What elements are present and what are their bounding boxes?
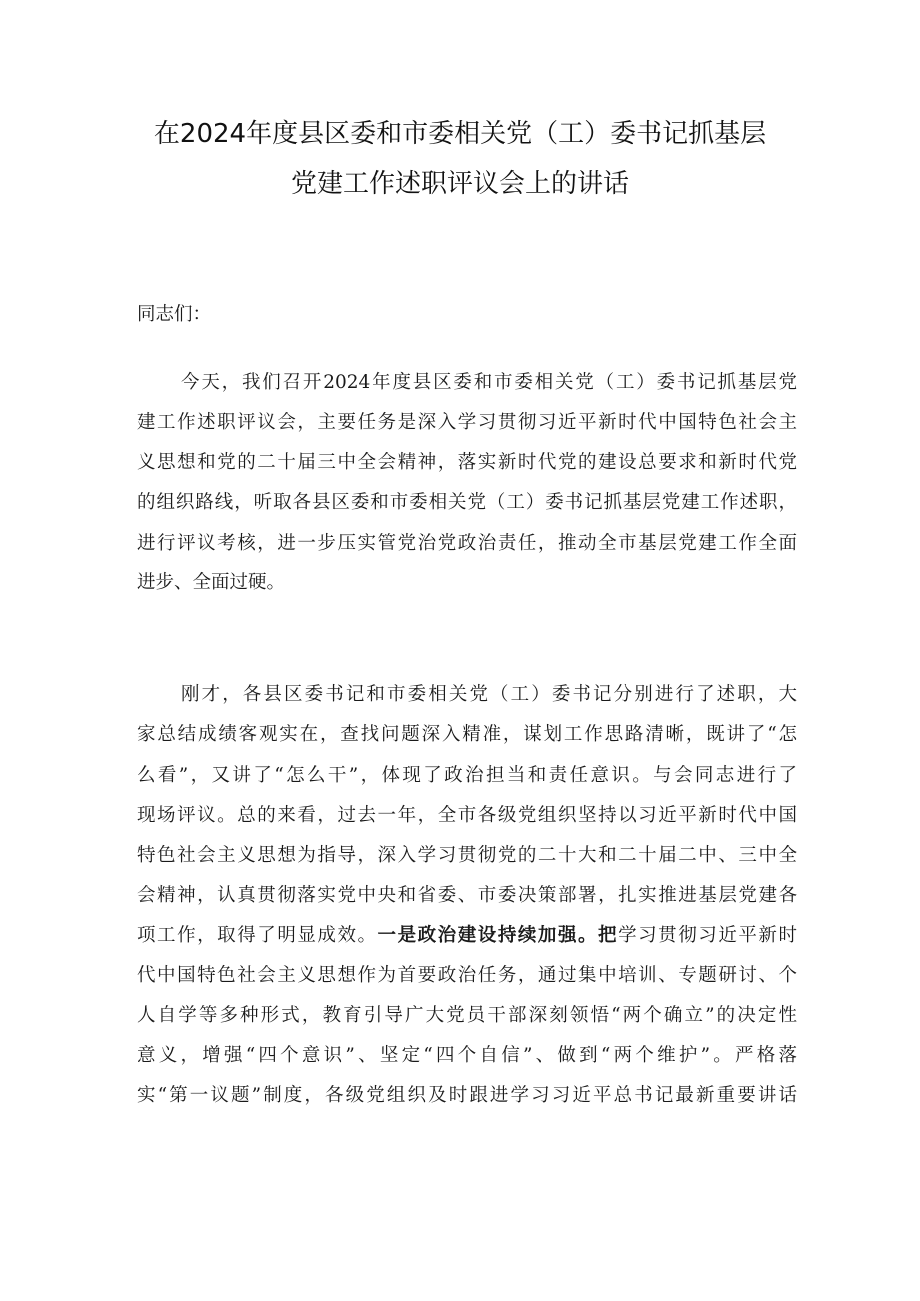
paragraph-line: 会精神，认真贯彻落实党中央和省委、市委决策部署，扎实推进基层党建各 — [137, 885, 797, 906]
paragraph-line: 建工作述职评议会，主要任务是深入学习贯彻习近平新时代中国特色社会主 — [137, 412, 797, 433]
paragraph-line: 人自学等多种形式，教育引导广大党员干部深刻领悟“两个确立”的决定性 — [137, 1005, 797, 1026]
document-title-line-1: 在2024年度县区委和市委相关党（工）委书记抓基层 — [153, 119, 767, 149]
paragraph-line: 义思想和党的二十届三中全会精神，落实新时代党的建设总要求和新时代党 — [137, 452, 797, 473]
paragraph-line: 特色社会主义思想为指导，深入学习贯彻党的二十大和二十届二中、三中全 — [137, 845, 797, 866]
paragraph-text: 项工作，取得了明显成效。 — [137, 925, 378, 946]
paragraph-line: 现场评议。总的来看，过去一年，全市各级党组织坚持以习近平新时代中国 — [137, 805, 797, 826]
paragraph-line-mixed — [137, 921, 797, 951]
paragraph-line: 刚才，各县区委书记和市委相关党（工）委书记分别进行了述职，大 — [181, 684, 797, 705]
paragraph-line: 进步、全面过硬。 — [137, 572, 286, 593]
emphasis-text: 一是政治建设持续加强。 — [377, 925, 599, 946]
paragraph-line: 今天，我们召开2024年度县区委和市委相关党（工）委书记抓基层党 — [181, 372, 797, 393]
paragraph-text: 学习贯彻习近平新时 — [618, 925, 797, 946]
paragraph-line: 意义，增强“四个意识”、坚定“四个自信”、做到“两个维护”。严格落 — [137, 1045, 797, 1066]
paragraph-line: 实“第一议题”制度，各级党组织及时跟进学习习近平总书记最新重要讲话 — [137, 1085, 797, 1106]
paragraph-line: 么看”，又讲了“怎么干”，体现了政治担当和责任意识。与会同志进行了 — [137, 765, 797, 786]
paragraph-line: 家总结成绩客观实在，查找问题深入精准，谋划工作思路清晰，既讲了“怎 — [137, 724, 797, 745]
salutation: 同志们： — [137, 304, 212, 325]
document-title-line-2: 党建工作述职评议会上的讲话 — [290, 169, 629, 199]
paragraph-line: 代中国特色社会主义思想作为首要政治任务，通过集中培训、专题研讨、个 — [137, 965, 797, 986]
emphasis-text: 把 — [598, 925, 619, 946]
paragraph-line: 的组织路线，听取各县区委和市委相关党（工）委书记抓基层党建工作述职， — [137, 492, 797, 513]
paragraph-line: 进行评议考核，进一步压实管党治党政治责任，推动全市基层党建工作全面 — [137, 533, 797, 554]
